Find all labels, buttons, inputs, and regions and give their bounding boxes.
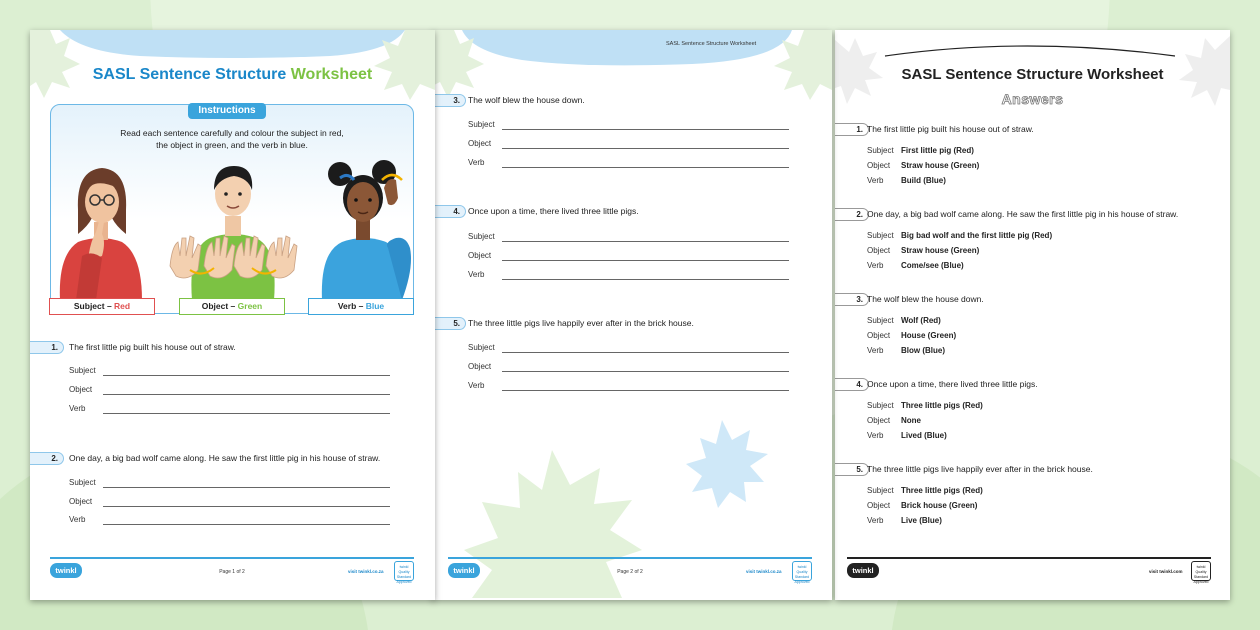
answer-line-verb[interactable] xyxy=(502,167,789,168)
quality-badge: twinkl Quality Standard Approved xyxy=(1191,561,1211,581)
answer-line-object[interactable] xyxy=(502,260,789,261)
twinkl-logo: twinkl xyxy=(847,563,879,578)
instructions-label: Instructions xyxy=(188,103,266,119)
instructions-line-2: the object in green, and the verb in blue. xyxy=(156,140,308,150)
answer-number: 5. xyxy=(835,463,869,476)
field-label-object: Object xyxy=(468,139,492,148)
answer-verb: Blow (Blue) xyxy=(901,346,945,355)
question-number: 2. xyxy=(30,452,64,465)
field-label-object: Object xyxy=(69,497,93,506)
question-text: The three little pigs live happily ever after in the brick house. xyxy=(468,318,694,328)
visit-link[interactable]: visit twinkl.com xyxy=(1149,569,1183,574)
answer-verb: Lived (Blue) xyxy=(901,431,947,440)
field-label-verb: Verb xyxy=(867,516,884,525)
verb-label-prefix: Verb – xyxy=(337,301,366,311)
quality-badge: twinkl Quality Standard Approved xyxy=(394,561,414,581)
twinkl-logo: twinkl xyxy=(50,563,82,578)
field-label-subject: Subject xyxy=(867,316,894,325)
field-label-verb: Verb xyxy=(468,381,485,390)
worksheet-page-1 xyxy=(30,30,435,600)
answer-line-verb[interactable] xyxy=(502,390,789,391)
answer-object: House (Green) xyxy=(901,331,957,340)
answer-number: 3. xyxy=(835,293,869,306)
quality-badge: twinkl Quality Standard Approved xyxy=(792,561,812,581)
answer-line-verb[interactable] xyxy=(502,279,789,280)
subject-label-color: Red xyxy=(114,301,131,311)
field-label-object: Object xyxy=(69,385,93,394)
question-number: 4. xyxy=(432,205,466,218)
field-label-subject: Subject xyxy=(69,478,96,487)
title-accent: Worksheet xyxy=(290,66,373,83)
person-signing-object-icon xyxy=(168,158,298,300)
answer-object: Brick house (Green) xyxy=(901,501,978,510)
person-signing-subject-icon xyxy=(52,160,152,300)
page-number: Page 2 of 2 xyxy=(617,569,643,575)
footer-divider xyxy=(847,557,1211,559)
answer-verb: Build (Blue) xyxy=(901,176,946,185)
answer-subject: First little pig (Red) xyxy=(901,146,974,155)
field-label-subject: Subject xyxy=(468,120,495,129)
answer-line-subject[interactable] xyxy=(502,352,789,353)
field-label-verb: Verb xyxy=(867,346,884,355)
field-label-subject: Subject xyxy=(69,366,96,375)
answer-line-verb[interactable] xyxy=(103,524,390,525)
answer-line-verb[interactable] xyxy=(103,413,390,414)
field-label-verb: Verb xyxy=(69,404,86,413)
subject-label-prefix: Subject – xyxy=(73,301,115,311)
field-label-subject: Subject xyxy=(468,343,495,352)
question-text: One day, a big bad wolf came along. He saw the first little pig in his house of straw. xyxy=(69,453,381,463)
page-header: SASL Sentence Structure Worksheet xyxy=(666,41,757,47)
answer-object: Straw house (Green) xyxy=(901,246,980,255)
field-label-subject: Subject xyxy=(468,232,495,241)
field-label-verb: Verb xyxy=(867,431,884,440)
field-label-object: Object xyxy=(867,416,891,425)
person-signing-verb-icon xyxy=(318,158,428,300)
page-number: Page 1 of 2 xyxy=(219,569,245,575)
answer-object: None xyxy=(901,416,921,425)
answer-number: 4. xyxy=(835,378,869,391)
answer-number: 2. xyxy=(835,208,869,221)
answer-line-object[interactable] xyxy=(103,394,390,395)
answers-page xyxy=(835,30,1230,600)
question-text: Once upon a time, there lived three little pigs. xyxy=(468,206,639,216)
verb-label-color: Blue xyxy=(365,301,385,311)
answer-subject: Three little pigs (Red) xyxy=(901,401,983,410)
footer-divider xyxy=(50,557,414,559)
field-label-verb: Verb xyxy=(69,515,86,524)
field-label-subject: Subject xyxy=(867,486,894,495)
verb-label xyxy=(308,298,414,315)
question-text: The first little pig built his house out of straw. xyxy=(69,342,236,352)
field-label-verb: Verb xyxy=(867,176,884,185)
answer-line-subject[interactable] xyxy=(502,241,789,242)
worksheet-page-2 xyxy=(432,30,832,600)
object-label-prefix: Object – xyxy=(201,301,238,311)
field-label-object: Object xyxy=(468,251,492,260)
answer-question-text: The first little pig built his house out of straw. xyxy=(867,124,1034,134)
answer-question-text: One day, a big bad wolf came along. He saw the first little pig in his house of straw. xyxy=(867,209,1179,219)
field-label-verb: Verb xyxy=(468,158,485,167)
question-number: 5. xyxy=(432,317,466,330)
answer-line-object[interactable] xyxy=(103,506,390,507)
answer-verb: Come/see (Blue) xyxy=(901,261,964,270)
answer-question-text: The wolf blew the house down. xyxy=(867,294,984,304)
answer-subject: Big bad wolf and the first little pig (Red) xyxy=(901,231,1053,240)
footer-divider xyxy=(448,557,812,559)
question-number: 1. xyxy=(30,341,64,354)
answer-line-object[interactable] xyxy=(502,371,789,372)
field-label-object: Object xyxy=(867,161,891,170)
answer-line-subject[interactable] xyxy=(103,375,390,376)
answer-line-object[interactable] xyxy=(502,148,789,149)
field-label-subject: Subject xyxy=(867,231,894,240)
object-label-color: Green xyxy=(237,301,263,311)
answer-subject: Three little pigs (Red) xyxy=(901,486,983,495)
question-text: The wolf blew the house down. xyxy=(468,95,585,105)
field-label-subject: Subject xyxy=(867,146,894,155)
answers-title: SASL Sentence Structure Worksheet xyxy=(901,66,1164,83)
answer-subject: Wolf (Red) xyxy=(901,316,941,325)
field-label-object: Object xyxy=(867,331,891,340)
answer-question-text: The three little pigs live happily ever after in the brick house. xyxy=(867,464,1093,474)
answers-subtitle: Answers xyxy=(1001,91,1064,107)
answer-line-subject[interactable] xyxy=(103,487,390,488)
field-label-object: Object xyxy=(468,362,492,371)
visit-link[interactable]: visit twinkl.co.za xyxy=(348,569,384,574)
field-label-subject: Subject xyxy=(867,401,894,410)
question-number: 3. xyxy=(432,94,466,107)
page-2-decoration xyxy=(432,30,832,600)
field-label-verb: Verb xyxy=(867,261,884,270)
answer-verb: Live (Blue) xyxy=(901,516,942,525)
twinkl-logo: twinkl xyxy=(448,563,480,578)
field-label-object: Object xyxy=(867,501,891,510)
answer-line-subject[interactable] xyxy=(502,129,789,130)
field-label-verb: Verb xyxy=(468,270,485,279)
title-main: SASL Sentence Structure xyxy=(92,66,287,83)
answer-question-text: Once upon a time, there lived three little pigs. xyxy=(867,379,1038,389)
visit-link[interactable]: visit twinkl.co.za xyxy=(746,569,782,574)
answer-number: 1. xyxy=(835,123,869,136)
instructions-line-1: Read each sentence carefully and colour the subject in red, xyxy=(120,128,344,138)
page-title xyxy=(30,66,435,84)
field-label-object: Object xyxy=(867,246,891,255)
subject-label xyxy=(49,298,155,315)
answer-object: Straw house (Green) xyxy=(901,161,980,170)
object-label xyxy=(179,298,285,315)
